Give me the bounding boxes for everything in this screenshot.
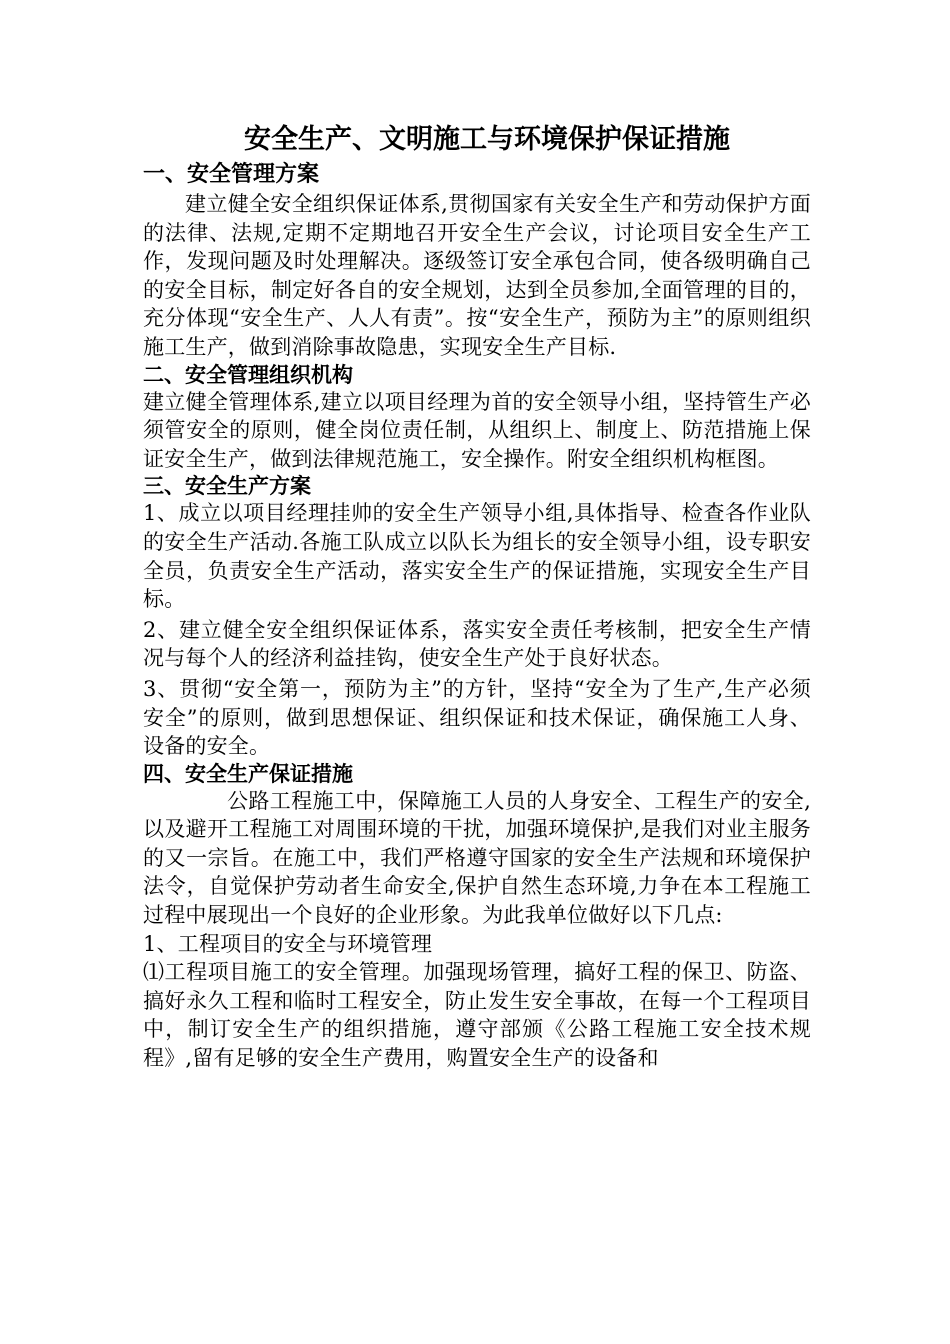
section-heading-4: 四、安全生产保证措施 — [143, 761, 353, 786]
section-4-paragraph-1: 公路工程施工中，保障施工人员的人身安全、工程生产的安全,以及避开工程施工对周围环境的干扰，加强环境保护,是我们对业主服务的又一宗旨。在施工中，我们严格遵守国家的安全生产法规和环境保护法令，自觉保护劳动者生命安全,保护自然生态环境,力争在本工程施工过程中展现出一个良好的企业形象。为此我单位做好以下几点: — [143, 788, 811, 928]
section-heading-3: 三、安全生产方案 — [143, 474, 311, 499]
document-title: 安全生产、文明施工与环境保护保证措施 — [244, 124, 730, 155]
section-heading-2: 二、安全管理组织机构 — [143, 362, 353, 387]
section-4-subheading-1: 1、工程项目的安全与环境管理 — [143, 931, 433, 956]
document-page — [143, 120, 811, 1073]
section-3-paragraph-1: 1、成立以项目经理挂帅的安全生产领导小组,具体指导、检查各作业队的安全生产活动.各施工队成立以队长为组长的安全领导小组，设专职安全员，负责安全生产活动，落实安全生产的保证措施，实现安全生产目标。 — [143, 501, 811, 612]
section-3-paragraph-2: 2、建立健全安全组织保证体系，落实安全责任考核制，把安全生产情况与每个人的经济利益挂钩，使安全生产处于良好状态。 — [143, 617, 811, 671]
section-3-paragraph-3: 3、贯彻“安全第一，预防为主”的方针，坚持“安全为了生产,生产必须安全”的原则，做到思想保证、组织保证和技术保证，确保施工人身、设备的安全。 — [143, 676, 811, 759]
section-4-paragraph-2: ⑴工程项目施工的安全管理。加强现场管理，搞好工程的保卫、防盗、搞好永久工程和临时工程安全，防止发生安全事故，在每一个工程项目中，制订安全生产的组织措施，遵守部颁《公路工程施工安全技术规程》,留有足够的安全生产费用，购置安全生产的设备和 — [143, 960, 811, 1071]
section-2-paragraph-1: 建立健全管理体系,建立以项目经理为首的安全领导小组，坚持管生产必须管安全的原则，健全岗位责任制，从组织上、制度上、防范措施上保证安全生产，做到法律规范施工，安全操作。附安全组织机构框图。 — [143, 389, 811, 471]
section-1-paragraph-1: 建立健全安全组织保证体系,贯彻国家有关安全生产和劳动保护方面的法律、法规,定期不定期地召开安全生产会议，讨论项目安全生产工作，发现问题及时处理解决。逐级签订安全承包合同，使各级明确自己的安全目标，制定好各自的安全规划，达到全员参加,全面管理的目的，充分体现“安全生产、人人有责”。按“安全生产，预防为主”的原则组织施工生产，做到消除事故隐患，实现安全生产目标. — [143, 192, 811, 359]
section-heading-1: 一、安全管理方案 — [143, 162, 320, 187]
